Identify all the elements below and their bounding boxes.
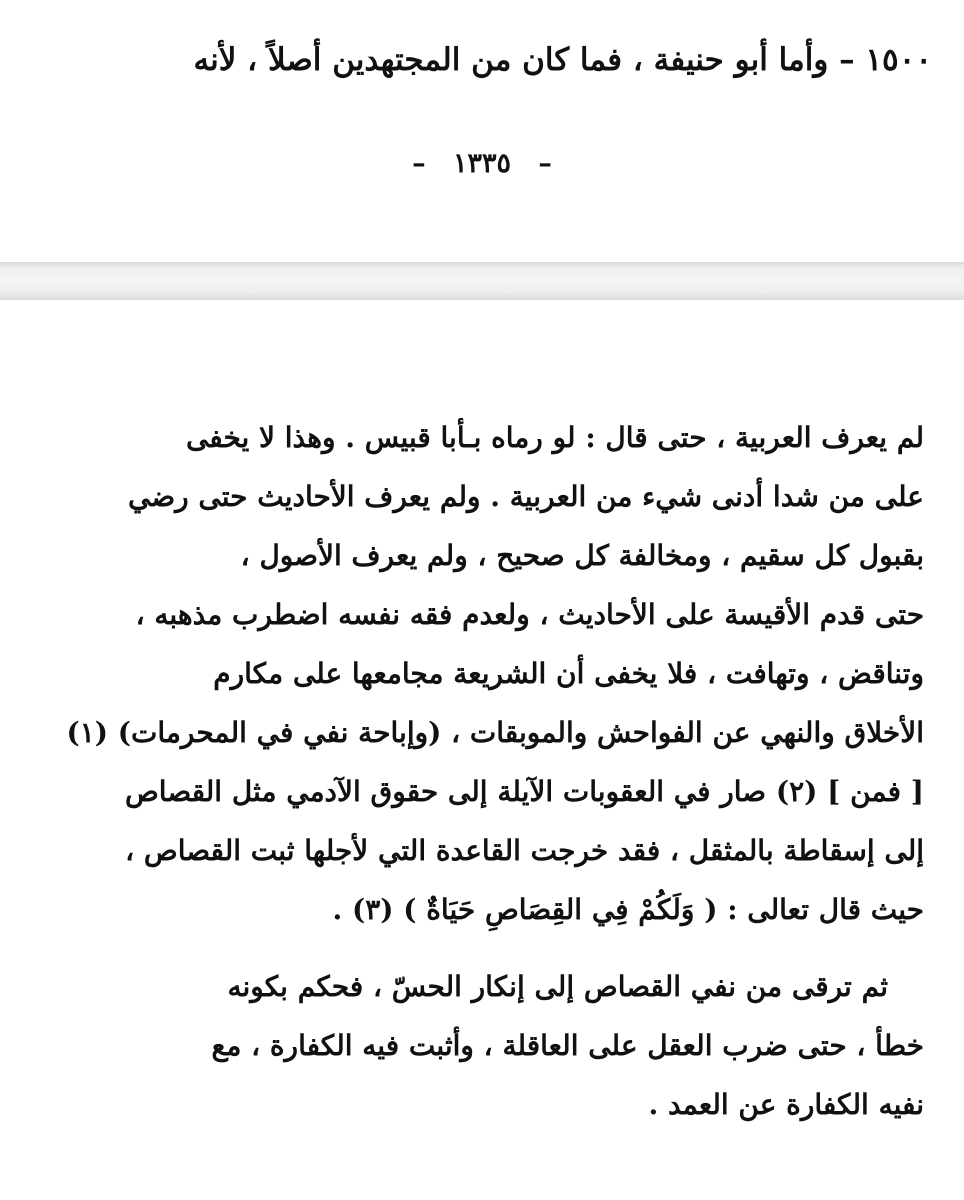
body-text — [50, 408, 924, 1134]
paragraph-spacer — [50, 939, 924, 957]
text-line: نفيه الكفارة عن العمد . — [648, 1088, 924, 1121]
text-line: إلى إسقاطة بالمثقل ، فقد خرجت القاعدة التي لأجلها ثبت القصاص ، — [125, 834, 924, 867]
text-line: [ فمن ] (٢) صار في العقوبات الآيلة إلى حقوق الآدمي مثل القصاص — [124, 775, 924, 808]
text-line: حيث قال تعالى : ( وَلَكُمْ فِي القِصَاصِ حَيَاةٌ ) (٣) . — [332, 893, 924, 926]
text-line: بقبول كل سقيم ، ومخالفة كل صحيح ، ولم يعرف الأصول ، — [240, 539, 924, 572]
text-line: على من شدا أدنى شيء من العربية . ولم يعرف الأحاديث حتى رضي — [127, 480, 924, 513]
page-number-dash-right: – — [538, 148, 552, 179]
text-line: حتى قدم الأقيسة على الأحاديث ، ولعدم فقه نفسه اضطرب مذهبه ، — [135, 598, 924, 631]
text-line: لم يعرف العربية ، حتى قال : لو رماه بـأبا قبيس . وهذا لا يخفى — [185, 421, 924, 454]
top-page-fragment — [0, 0, 964, 262]
text-line: ثم ترقى من نفي القصاص إلى إنكار الحسّ ، فحكم بكونه — [227, 970, 888, 1003]
bottom-page — [0, 300, 964, 1200]
page-number-footer — [0, 148, 964, 179]
page-separator — [0, 262, 964, 300]
text-line: الأخلاق والنهي عن الفواحش والموبقات ، (وإباحة نفي في المحرمات) (١) — [66, 716, 924, 749]
page-number-dash-left: – — [412, 148, 426, 179]
top-page-text-line: ١٥٠٠ – وأما أبو حنيفة ، فما كان من المجتهدين أصلاً ، لأنه — [193, 42, 932, 78]
text-line: خطأ ، حتى ضرب العقل على العاقلة ، وأثبت فيه الكفارة ، مع — [211, 1029, 924, 1062]
page-number: ١٣٣٥ — [452, 148, 511, 179]
text-line: وتناقض ، وتهافت ، فلا يخفى أن الشريعة مجامعها على مكارم — [213, 657, 924, 690]
